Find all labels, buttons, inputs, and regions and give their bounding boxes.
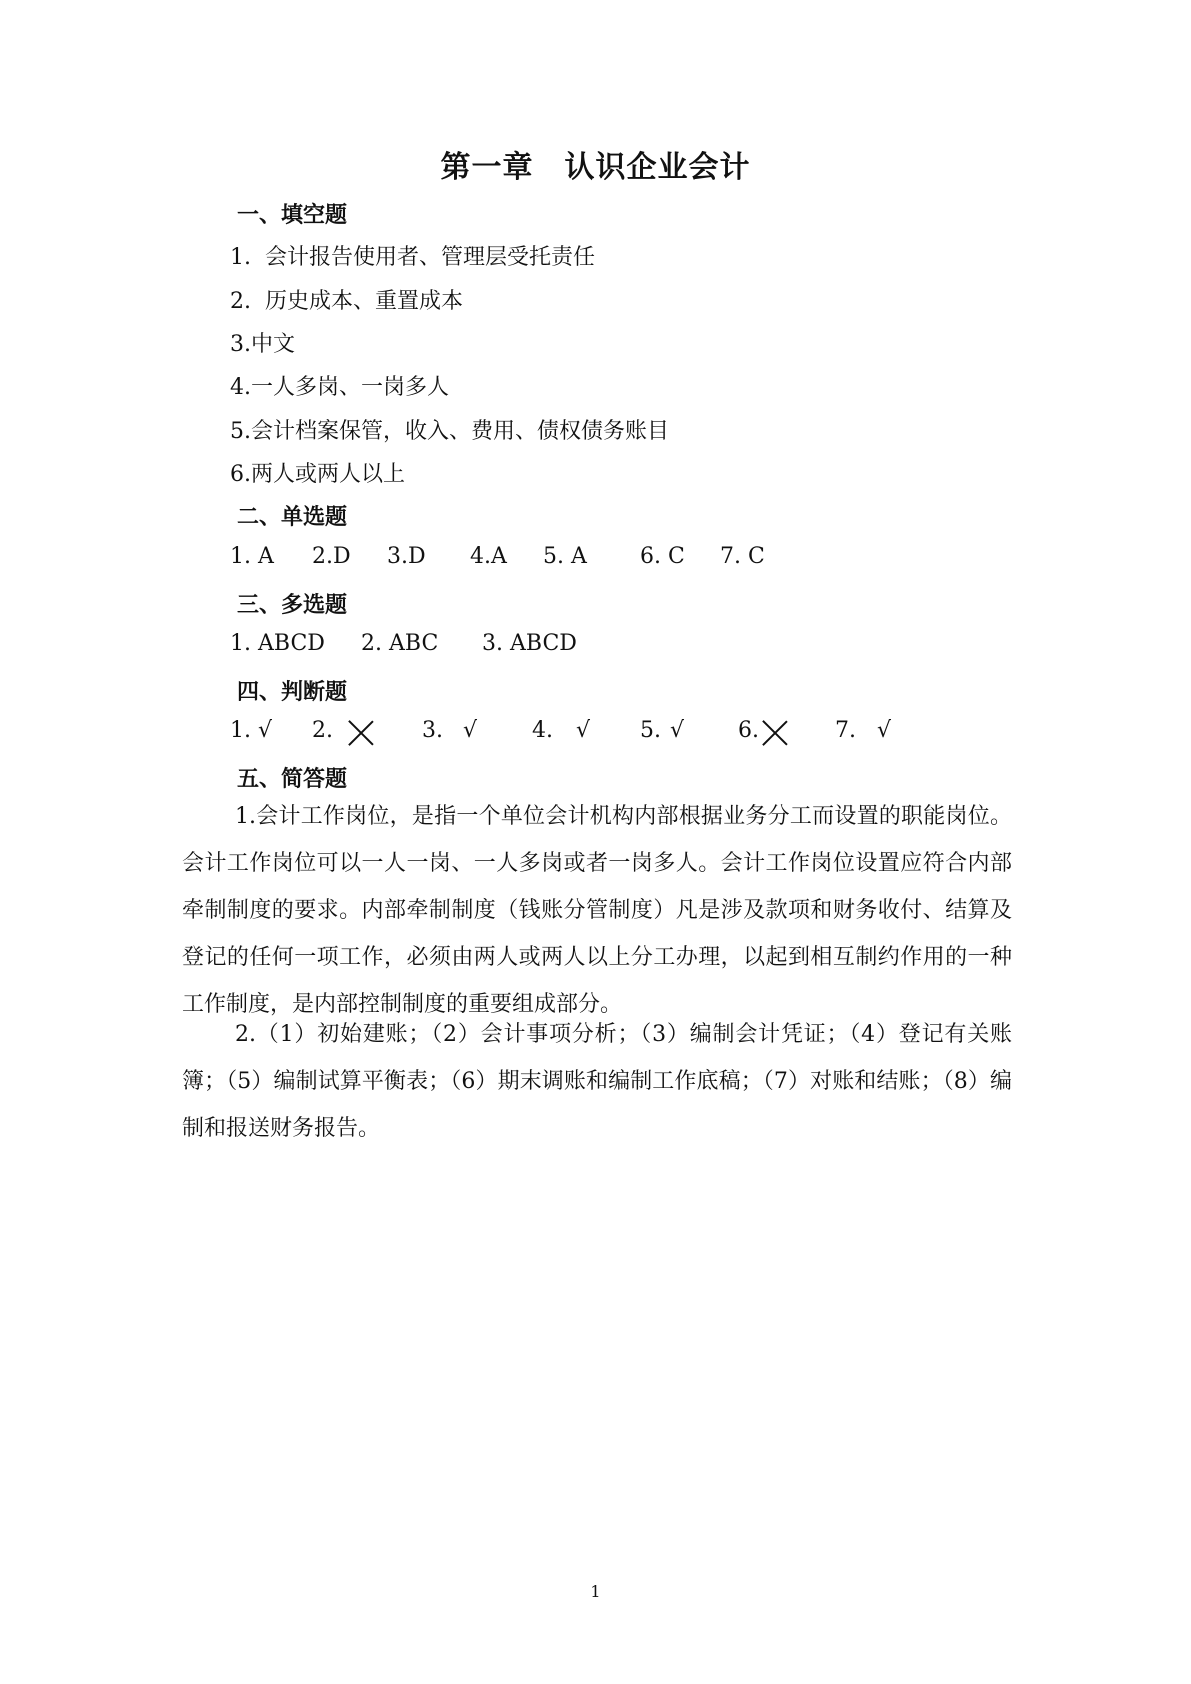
check-mark-icon: √ — [576, 718, 591, 743]
cross-mark-icon — [348, 718, 374, 740]
true-false-num: 4. — [532, 718, 553, 743]
check-mark-icon: √ — [877, 718, 892, 743]
short-answer-paragraph-1: 1.会计工作岗位，是指一个单位会计机构内部根据业务分工而设置的职能岗位。会计工作岗位可以一人一岗、一人多岗或者一岗多人。会计工作岗位设置应符合内部牵制制度的要求。内部牵制制度（钱账分管制度）凡是涉及款项和财务收付、结算及登记的任何一项工作，必须由两人或两人以上分工办理，以起到相互制约作用的一种工作制度，是内部控制制度的重要组成部分。 — [182, 804, 1012, 1017]
chapter-title: 第一章 认识企业会计 — [440, 150, 751, 185]
fill-blank-item-1: 1. 会计报告使用者、管理层受托责任 — [230, 245, 595, 270]
fill-blank-item-3: 3.中文 — [230, 332, 295, 357]
cross-mark-icon — [762, 718, 788, 740]
multi-choice-answer: 1. ABCD — [230, 631, 325, 656]
check-mark-icon: √ — [670, 718, 685, 743]
single-choice-answer: 5. A — [543, 544, 587, 569]
single-choice-answer: 7. C — [720, 544, 765, 569]
section-heading-short-answer: 五、简答题 — [237, 767, 348, 792]
single-choice-answer: 4.A — [470, 544, 507, 569]
fill-blank-item-2: 2. 历史成本、重置成本 — [230, 289, 463, 314]
true-false-num: 6. — [738, 718, 759, 743]
page-number: 1 — [590, 1582, 601, 1601]
fill-blank-item-4: 4.一人多岗、一岗多人 — [230, 375, 449, 400]
fill-blank-item-6: 6.两人或两人以上 — [230, 462, 405, 487]
true-false-num: 1. — [230, 718, 251, 743]
true-false-num: 7. — [835, 718, 856, 743]
section-heading-fill-blank: 一、填空题 — [237, 203, 348, 228]
single-choice-answer: 3.D — [387, 544, 426, 569]
section-heading-true-false: 四、判断题 — [237, 680, 348, 705]
fill-blank-item-5: 5.会计档案保管，收入、费用、债权债务账目 — [230, 419, 669, 444]
multi-choice-answer: 3. ABCD — [482, 631, 577, 656]
true-false-num: 5. — [640, 718, 661, 743]
check-mark-icon: √ — [258, 718, 273, 743]
single-choice-answer: 1. A — [230, 544, 274, 569]
check-mark-icon: √ — [463, 718, 478, 743]
multi-choice-answer: 2. ABC — [361, 631, 439, 656]
section-heading-single-choice: 二、单选题 — [237, 505, 348, 530]
short-answer-paragraph-2: 2.（1）初始建账；（2）会计事项分析；（3）编制会计凭证；（4）登记有关账簿；（5）编制试算平衡表；（6）期末调账和编制工作底稿；（7）对账和结账；（8）编制和报送财务报告。 — [182, 1022, 1012, 1141]
true-false-num: 3. — [422, 718, 443, 743]
section-heading-multi-choice: 三、多选题 — [237, 593, 348, 618]
single-choice-answer: 6. C — [640, 544, 685, 569]
true-false-num: 2. — [312, 718, 333, 743]
single-choice-answer: 2.D — [312, 544, 351, 569]
